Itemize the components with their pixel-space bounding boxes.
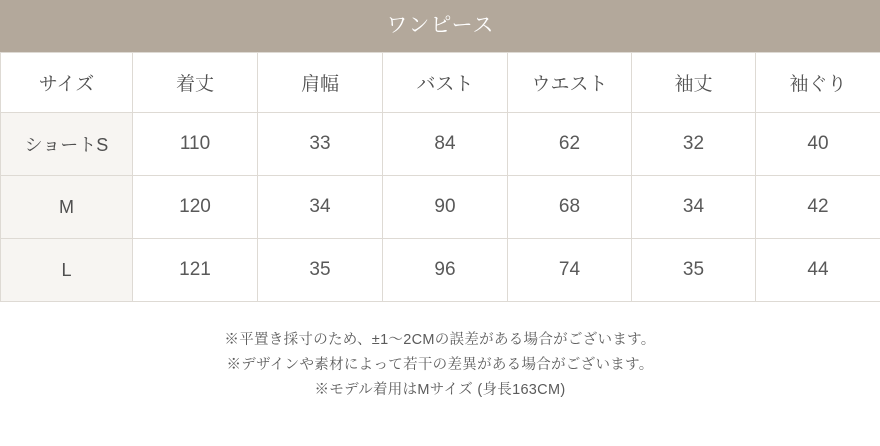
table-header-row [1,53,880,113]
row-label: ショートS [1,113,133,176]
table-cell: 90 [383,176,508,239]
table-row [1,113,880,176]
column-header-waist: ウエスト [508,53,632,113]
table-cell: 42 [756,176,880,239]
note-design-variance: ※デザインや素材によって若干の差異がある場合がございます。 [226,356,654,373]
table-cell: 68 [508,176,632,239]
table-cell: 40 [756,113,880,176]
table-cell: 33 [258,113,383,176]
table-cell: 121 [133,239,258,302]
table-cell: 35 [632,239,756,302]
table-cell: 110 [133,113,258,176]
table-cell: 62 [508,113,632,176]
column-header-sleeve-length: 袖丈 [632,53,756,113]
row-label: L [1,239,133,302]
column-header-length: 着丈 [133,53,258,113]
table-cell: 32 [632,113,756,176]
note-measurement-tolerance: ※平置き採寸のため、±1〜2CMの誤差がある場合がございます。 [224,332,656,348]
column-header-armhole: 袖ぐり [756,53,880,113]
table-cell: 34 [632,176,756,239]
table-cell: 84 [383,113,508,176]
table-body [1,113,880,302]
column-header-shoulder: 肩幅 [258,53,383,113]
table-header [1,53,880,113]
column-header-bust: バスト [383,53,508,113]
table-row [1,176,880,239]
column-header-size: サイズ [1,53,133,113]
table-cell: 74 [508,239,632,302]
table-cell: 34 [258,176,383,239]
row-label: M [1,176,133,239]
note-model-size: ※モデル着用はMサイズ (身長163CM) [314,381,566,398]
table-cell: 44 [756,239,880,302]
table-cell: 35 [258,239,383,302]
notes-section [0,328,880,403]
table-caption: ワンピース [0,0,880,52]
table-cell: 120 [133,176,258,239]
table-row [1,239,880,302]
table-cell: 96 [383,239,508,302]
